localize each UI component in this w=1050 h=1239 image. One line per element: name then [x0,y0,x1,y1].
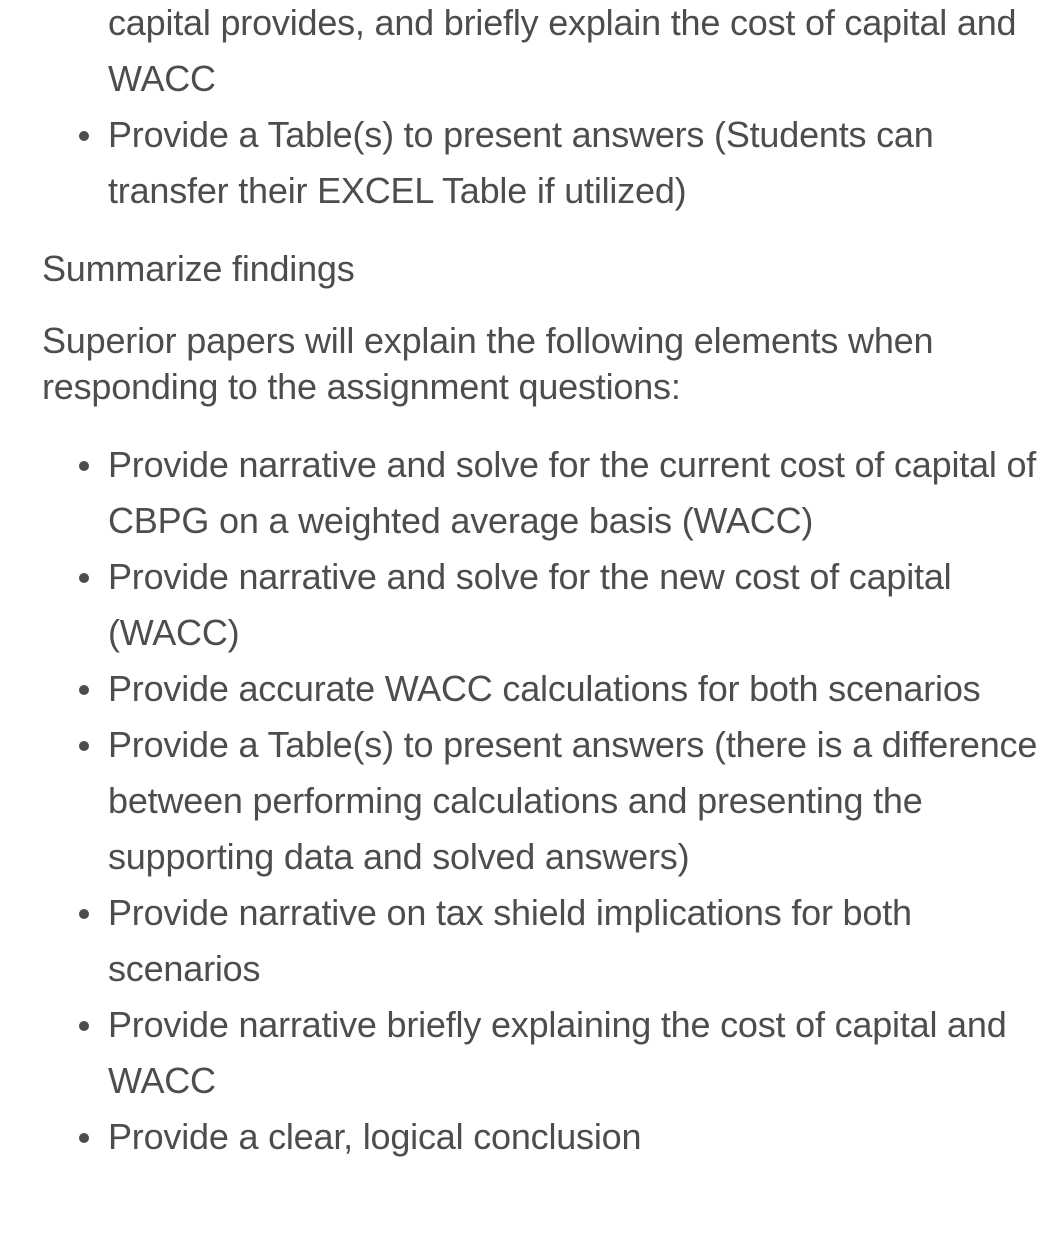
top-bullet-list [0,0,1050,219]
bullet-icon [79,573,89,583]
bullet-icon [79,685,89,695]
list-item-text: Provide narrative and solve for the current cost of capital of CBPG on a weighted average basis (WACC) [108,444,1037,541]
list-item-text: Provide narrative briefly explaining the cost of capital and WACC [108,1004,1007,1101]
bullet-icon [79,461,89,471]
list-item [0,549,1050,661]
bullet-icon [79,909,89,919]
list-item [0,885,1050,997]
list-item [0,437,1050,549]
bullet-icon [79,741,89,751]
list-item [0,717,1050,885]
list-item-text: Provide a clear, logical conclusion [108,1116,642,1157]
list-item-text: Provide accurate WACC calculations for both scenarios [108,668,981,709]
summarize-heading: Summarize findings [42,248,355,289]
list-item-text: Provide a Table(s) to present answers (there is a difference between performing calculations and presenting the supporting data and solved answers) [108,724,1038,877]
list-item [0,661,1050,717]
criteria-bullet-list [0,437,1050,1165]
list-item-text: Provide narrative and solve for the new cost of capital (WACC) [108,556,952,653]
list-item [0,997,1050,1109]
bullet-icon [79,131,89,141]
bullet-icon [79,1133,89,1143]
list-item-text: Provide a Table(s) to present answers (Students can transfer their EXCEL Table if utilized) [108,114,934,211]
bullet-icon [79,1021,89,1031]
intro-paragraph: Superior papers will explain the following elements when responding to the assignment questions: [42,320,934,407]
list-item [0,107,1050,219]
list-item-text: Provide narrative on tax shield implications for both scenarios [108,892,912,989]
list-item-text: capital provides, and briefly explain the cost of capital and WACC [108,2,1017,99]
list-item [0,1109,1050,1165]
list-item-continuation [0,0,1050,107]
